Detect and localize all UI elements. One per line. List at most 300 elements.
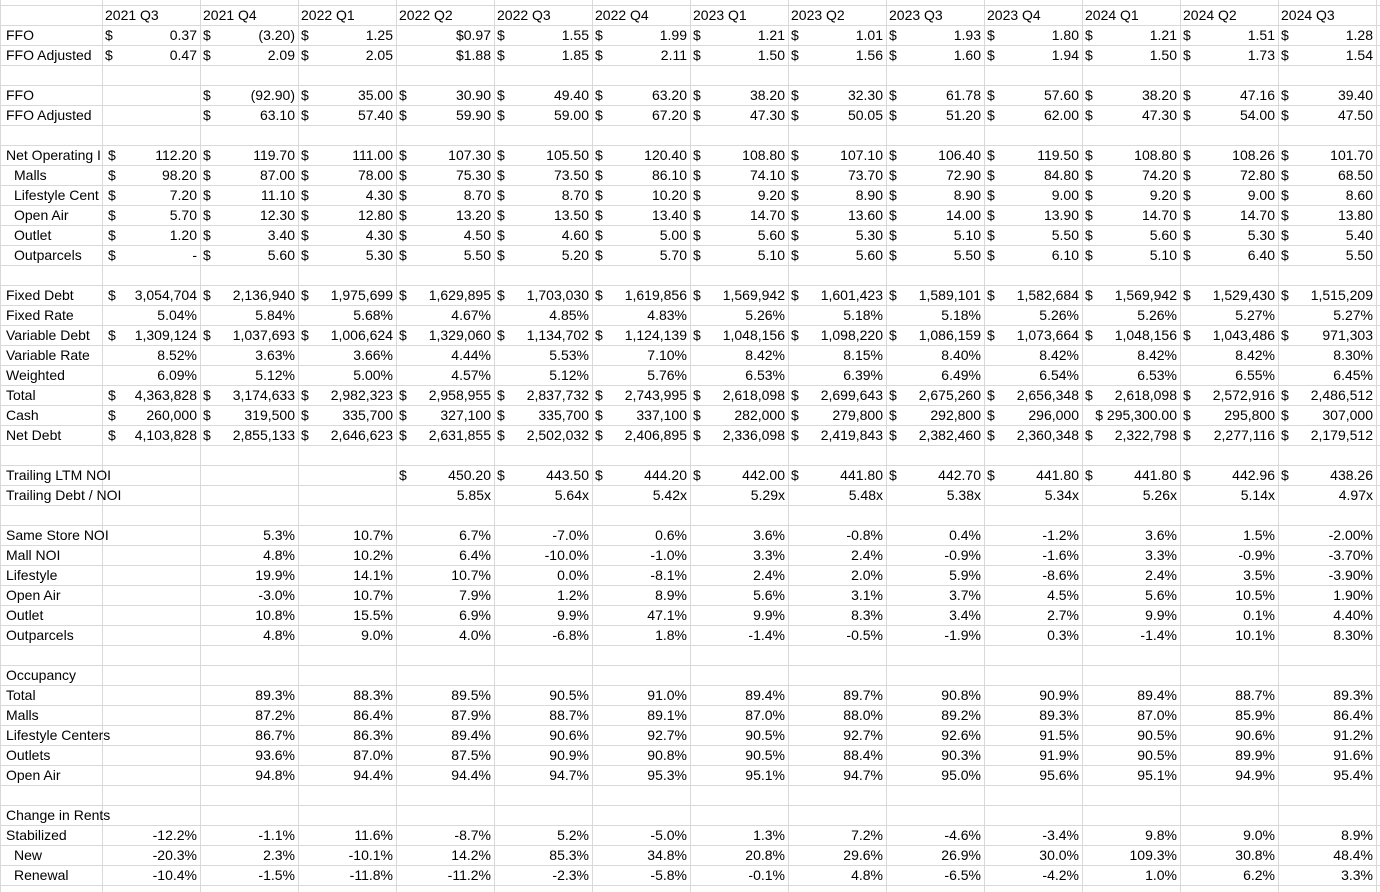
data-cell[interactable]	[298, 465, 396, 485]
data-cell[interactable]	[1278, 25, 1376, 45]
data-cell[interactable]	[200, 585, 298, 605]
data-cell[interactable]	[886, 545, 984, 565]
data-cell[interactable]	[396, 725, 494, 745]
data-cell[interactable]	[1278, 725, 1376, 745]
data-cell[interactable]	[1278, 485, 1376, 505]
data-cell[interactable]	[984, 85, 1082, 105]
data-cell[interactable]	[1278, 245, 1376, 265]
data-cell[interactable]	[298, 245, 396, 265]
data-cell[interactable]	[1180, 625, 1278, 645]
data-cell[interactable]	[494, 365, 592, 385]
data-cell[interactable]	[1180, 385, 1278, 405]
data-cell[interactable]	[494, 325, 592, 345]
data-cell[interactable]	[200, 225, 298, 245]
data-cell[interactable]	[102, 425, 200, 445]
row-label[interactable]: Open Air	[14, 207, 69, 223]
data-cell[interactable]	[298, 225, 396, 245]
data-cell[interactable]	[886, 485, 984, 505]
data-cell[interactable]	[592, 825, 690, 845]
data-cell[interactable]	[1180, 545, 1278, 565]
row-label[interactable]: Lifestyle	[6, 567, 58, 583]
data-cell[interactable]	[690, 565, 788, 585]
data-cell[interactable]	[200, 705, 298, 725]
data-cell[interactable]	[200, 485, 298, 505]
data-cell[interactable]	[396, 205, 494, 225]
data-cell[interactable]	[396, 305, 494, 325]
data-cell[interactable]	[494, 725, 592, 745]
data-cell[interactable]	[396, 865, 494, 885]
data-cell[interactable]	[886, 865, 984, 885]
data-cell[interactable]	[984, 585, 1082, 605]
data-cell[interactable]	[102, 305, 200, 325]
data-cell[interactable]	[298, 705, 396, 725]
data-cell[interactable]	[592, 25, 690, 45]
data-cell[interactable]	[1082, 725, 1180, 745]
data-cell[interactable]	[396, 745, 494, 765]
data-cell[interactable]	[886, 325, 984, 345]
data-cell[interactable]	[984, 385, 1082, 405]
data-cell[interactable]	[984, 245, 1082, 265]
data-cell[interactable]	[1180, 585, 1278, 605]
data-cell[interactable]	[298, 365, 396, 385]
data-cell[interactable]	[200, 765, 298, 785]
data-cell[interactable]	[298, 345, 396, 365]
data-cell[interactable]	[200, 685, 298, 705]
data-cell[interactable]	[984, 865, 1082, 885]
data-cell[interactable]	[886, 745, 984, 765]
data-cell[interactable]	[788, 585, 886, 605]
data-cell[interactable]	[102, 185, 200, 205]
data-cell[interactable]	[690, 425, 788, 445]
data-cell[interactable]	[592, 705, 690, 725]
data-cell[interactable]	[396, 165, 494, 185]
data-cell[interactable]	[984, 705, 1082, 725]
data-cell[interactable]	[788, 285, 886, 305]
data-cell[interactable]	[984, 845, 1082, 865]
data-cell[interactable]	[494, 45, 592, 65]
data-cell[interactable]	[690, 25, 788, 45]
data-cell[interactable]	[788, 425, 886, 445]
data-cell[interactable]	[1278, 545, 1376, 565]
data-cell[interactable]	[494, 625, 592, 645]
data-cell[interactable]	[1082, 405, 1180, 425]
data-cell[interactable]	[690, 185, 788, 205]
data-cell[interactable]	[1180, 85, 1278, 105]
data-cell[interactable]	[494, 745, 592, 765]
row-label[interactable]: Malls	[6, 707, 39, 723]
data-cell[interactable]	[494, 525, 592, 545]
data-cell[interactable]	[690, 205, 788, 225]
data-cell[interactable]	[298, 565, 396, 585]
data-cell[interactable]	[788, 305, 886, 325]
data-cell[interactable]	[102, 485, 200, 505]
data-cell[interactable]	[592, 765, 690, 785]
data-cell[interactable]	[592, 385, 690, 405]
data-cell[interactable]	[886, 465, 984, 485]
data-cell[interactable]	[690, 245, 788, 265]
data-cell[interactable]	[200, 325, 298, 345]
data-cell[interactable]	[690, 625, 788, 645]
data-cell[interactable]	[788, 105, 886, 125]
data-cell[interactable]	[788, 725, 886, 745]
data-cell[interactable]	[886, 685, 984, 705]
data-cell[interactable]	[1180, 345, 1278, 365]
data-cell[interactable]	[886, 105, 984, 125]
column-header[interactable]: 2023 Q4	[987, 7, 1041, 23]
data-cell[interactable]	[1278, 285, 1376, 305]
data-cell[interactable]	[788, 705, 886, 725]
data-cell[interactable]	[690, 765, 788, 785]
data-cell[interactable]	[396, 545, 494, 565]
data-cell[interactable]	[200, 845, 298, 865]
data-cell[interactable]	[298, 45, 396, 65]
data-cell[interactable]	[1278, 625, 1376, 645]
data-cell[interactable]	[690, 405, 788, 425]
data-cell[interactable]	[984, 525, 1082, 545]
row-label[interactable]: Trailing LTM NOI	[6, 467, 112, 483]
data-cell[interactable]	[102, 145, 200, 165]
data-cell[interactable]	[1082, 765, 1180, 785]
data-cell[interactable]	[984, 165, 1082, 185]
data-cell[interactable]	[984, 45, 1082, 65]
data-cell[interactable]	[1180, 325, 1278, 345]
data-cell[interactable]	[788, 865, 886, 885]
data-cell[interactable]	[494, 865, 592, 885]
data-cell[interactable]	[690, 605, 788, 625]
data-cell[interactable]	[298, 625, 396, 645]
data-cell[interactable]	[494, 425, 592, 445]
data-cell[interactable]	[592, 145, 690, 165]
column-header[interactable]: 2024 Q3	[1281, 7, 1335, 23]
data-cell[interactable]	[1278, 45, 1376, 65]
data-cell[interactable]	[984, 725, 1082, 745]
data-cell[interactable]	[984, 405, 1082, 425]
data-cell[interactable]	[690, 745, 788, 765]
data-cell[interactable]	[984, 485, 1082, 505]
data-cell[interactable]	[200, 465, 298, 485]
data-cell[interactable]	[984, 745, 1082, 765]
data-cell[interactable]	[1082, 565, 1180, 585]
data-cell[interactable]	[200, 145, 298, 165]
data-cell[interactable]	[690, 725, 788, 745]
data-cell[interactable]	[1082, 685, 1180, 705]
data-cell[interactable]	[396, 85, 494, 105]
data-cell[interactable]	[984, 825, 1082, 845]
data-cell[interactable]	[592, 725, 690, 745]
data-cell[interactable]	[494, 405, 592, 425]
data-cell[interactable]	[1082, 865, 1180, 885]
data-cell[interactable]	[1082, 165, 1180, 185]
data-cell[interactable]	[1278, 425, 1376, 445]
data-cell[interactable]	[102, 385, 200, 405]
data-cell[interactable]	[886, 205, 984, 225]
row-label[interactable]: Weighted	[6, 367, 65, 383]
data-cell[interactable]	[298, 865, 396, 885]
data-cell[interactable]	[690, 545, 788, 565]
data-cell[interactable]	[396, 845, 494, 865]
data-cell[interactable]	[200, 105, 298, 125]
column-header[interactable]: 2024 Q2	[1183, 7, 1237, 23]
row-label[interactable]: Fixed Debt	[6, 287, 74, 303]
data-cell[interactable]	[102, 225, 200, 245]
data-cell[interactable]	[886, 625, 984, 645]
data-cell[interactable]	[494, 705, 592, 725]
data-cell[interactable]	[1180, 425, 1278, 445]
data-cell[interactable]	[102, 285, 200, 305]
row-label[interactable]: Open Air	[6, 767, 61, 783]
data-cell[interactable]	[494, 285, 592, 305]
data-cell[interactable]	[102, 165, 200, 185]
data-cell[interactable]	[1278, 605, 1376, 625]
data-cell[interactable]	[396, 185, 494, 205]
data-cell[interactable]	[690, 225, 788, 245]
data-cell[interactable]	[1180, 605, 1278, 625]
row-label[interactable]: New	[14, 847, 43, 863]
data-cell[interactable]	[788, 625, 886, 645]
data-cell[interactable]	[592, 605, 690, 625]
data-cell[interactable]	[1180, 105, 1278, 125]
data-cell[interactable]	[690, 585, 788, 605]
data-cell[interactable]	[984, 425, 1082, 445]
data-cell[interactable]	[690, 825, 788, 845]
data-cell[interactable]	[886, 825, 984, 845]
data-cell[interactable]	[1082, 365, 1180, 385]
data-cell[interactable]	[788, 605, 886, 625]
data-cell[interactable]	[102, 845, 200, 865]
data-cell[interactable]	[298, 725, 396, 745]
data-cell[interactable]	[1180, 285, 1278, 305]
data-cell[interactable]	[984, 205, 1082, 225]
data-cell[interactable]	[690, 85, 788, 105]
data-cell[interactable]	[200, 285, 298, 305]
data-cell[interactable]	[886, 425, 984, 445]
data-cell[interactable]	[200, 305, 298, 325]
data-cell[interactable]	[494, 465, 592, 485]
data-cell[interactable]	[1082, 325, 1180, 345]
data-cell[interactable]	[690, 465, 788, 485]
data-cell[interactable]	[200, 205, 298, 225]
data-cell[interactable]	[788, 165, 886, 185]
data-cell[interactable]	[396, 145, 494, 165]
data-cell[interactable]	[1278, 325, 1376, 345]
data-cell[interactable]	[592, 165, 690, 185]
data-cell[interactable]	[396, 465, 494, 485]
data-cell[interactable]	[298, 825, 396, 845]
data-cell[interactable]	[396, 685, 494, 705]
data-cell[interactable]	[1278, 585, 1376, 605]
data-cell[interactable]	[788, 845, 886, 865]
data-cell[interactable]	[984, 685, 1082, 705]
data-cell[interactable]	[886, 25, 984, 45]
data-cell[interactable]	[298, 405, 396, 425]
data-cell[interactable]	[102, 865, 200, 885]
data-cell[interactable]	[1082, 745, 1180, 765]
data-cell[interactable]	[1082, 585, 1180, 605]
data-cell[interactable]	[1180, 405, 1278, 425]
data-cell[interactable]	[298, 545, 396, 565]
data-cell[interactable]	[1278, 845, 1376, 865]
data-cell[interactable]	[592, 85, 690, 105]
data-cell[interactable]	[200, 45, 298, 65]
data-cell[interactable]	[788, 825, 886, 845]
data-cell[interactable]	[690, 845, 788, 865]
row-label[interactable]: Net Operating I	[6, 147, 101, 163]
data-cell[interactable]	[984, 465, 1082, 485]
data-cell[interactable]	[1278, 145, 1376, 165]
data-cell[interactable]	[886, 525, 984, 545]
data-cell[interactable]	[494, 85, 592, 105]
data-cell[interactable]	[886, 245, 984, 265]
row-label[interactable]: FFO	[6, 27, 34, 43]
data-cell[interactable]	[494, 105, 592, 125]
data-cell[interactable]	[1278, 85, 1376, 105]
data-cell[interactable]	[494, 205, 592, 225]
data-cell[interactable]	[1180, 525, 1278, 545]
data-cell[interactable]	[690, 485, 788, 505]
data-cell[interactable]	[690, 705, 788, 725]
data-cell[interactable]	[592, 625, 690, 645]
data-cell[interactable]	[788, 225, 886, 245]
data-cell[interactable]	[984, 105, 1082, 125]
data-cell[interactable]	[788, 765, 886, 785]
data-cell[interactable]	[298, 325, 396, 345]
row-label[interactable]: Malls	[14, 167, 47, 183]
data-cell[interactable]	[592, 225, 690, 245]
data-cell[interactable]	[788, 25, 886, 45]
data-cell[interactable]	[690, 345, 788, 365]
data-cell[interactable]	[788, 525, 886, 545]
data-cell[interactable]	[1082, 25, 1180, 45]
data-cell[interactable]	[788, 565, 886, 585]
data-cell[interactable]	[592, 685, 690, 705]
data-cell[interactable]	[1082, 185, 1180, 205]
data-cell[interactable]	[396, 525, 494, 545]
data-cell[interactable]	[494, 485, 592, 505]
data-cell[interactable]	[788, 85, 886, 105]
data-cell[interactable]	[494, 545, 592, 565]
data-cell[interactable]	[592, 365, 690, 385]
data-cell[interactable]	[886, 565, 984, 585]
data-cell[interactable]	[298, 485, 396, 505]
row-label[interactable]: Mall NOI	[6, 547, 61, 563]
data-cell[interactable]	[690, 45, 788, 65]
data-cell[interactable]	[592, 425, 690, 445]
data-cell[interactable]	[494, 245, 592, 265]
data-cell[interactable]	[102, 325, 200, 345]
data-cell[interactable]	[1180, 765, 1278, 785]
data-cell[interactable]	[102, 85, 200, 105]
data-cell[interactable]	[592, 865, 690, 885]
data-cell[interactable]	[1278, 525, 1376, 545]
data-cell[interactable]	[396, 765, 494, 785]
data-cell[interactable]	[886, 405, 984, 425]
data-cell[interactable]	[1180, 25, 1278, 45]
data-cell[interactable]	[396, 825, 494, 845]
data-cell[interactable]	[1278, 185, 1376, 205]
column-header[interactable]: 2023 Q1	[693, 7, 747, 23]
data-cell[interactable]	[102, 205, 200, 225]
data-cell[interactable]	[396, 245, 494, 265]
data-cell[interactable]	[396, 485, 494, 505]
data-cell[interactable]	[886, 765, 984, 785]
data-cell[interactable]	[788, 45, 886, 65]
row-label[interactable]: Renewal	[14, 867, 69, 883]
data-cell[interactable]	[102, 365, 200, 385]
data-cell[interactable]	[494, 845, 592, 865]
row-label[interactable]: Outlet	[14, 227, 52, 243]
data-cell[interactable]	[298, 145, 396, 165]
row-label[interactable]: FFO Adjusted	[6, 47, 92, 63]
data-cell[interactable]	[984, 365, 1082, 385]
data-cell[interactable]	[1278, 865, 1376, 885]
data-cell[interactable]	[1082, 525, 1180, 545]
row-label[interactable]: FFO	[6, 87, 34, 103]
data-cell[interactable]	[1082, 625, 1180, 645]
data-cell[interactable]	[1278, 305, 1376, 325]
data-cell[interactable]	[102, 25, 200, 45]
data-cell[interactable]	[396, 585, 494, 605]
data-cell[interactable]	[1180, 865, 1278, 885]
row-label[interactable]: Total	[6, 387, 36, 403]
row-label[interactable]: Net Debt	[6, 427, 62, 443]
data-cell[interactable]	[396, 345, 494, 365]
data-cell[interactable]	[1278, 365, 1376, 385]
data-cell[interactable]	[102, 245, 200, 265]
data-cell[interactable]	[1180, 245, 1278, 265]
row-label[interactable]: Lifestyle Cent	[14, 187, 99, 203]
data-cell[interactable]	[298, 25, 396, 45]
data-cell[interactable]	[102, 45, 200, 65]
data-cell[interactable]	[298, 525, 396, 545]
data-cell[interactable]	[200, 605, 298, 625]
data-cell[interactable]	[690, 365, 788, 385]
data-cell[interactable]	[298, 85, 396, 105]
data-cell[interactable]	[396, 605, 494, 625]
data-cell[interactable]	[200, 525, 298, 545]
data-cell[interactable]	[788, 465, 886, 485]
data-cell[interactable]	[1082, 85, 1180, 105]
data-cell[interactable]	[592, 745, 690, 765]
data-cell[interactable]	[984, 185, 1082, 205]
data-cell[interactable]	[1278, 465, 1376, 485]
column-header[interactable]: 2022 Q2	[399, 7, 453, 23]
data-cell[interactable]	[1082, 385, 1180, 405]
data-cell[interactable]	[200, 565, 298, 585]
row-label[interactable]: FFO Adjusted	[6, 107, 92, 123]
data-cell[interactable]	[690, 385, 788, 405]
data-cell[interactable]	[396, 25, 494, 45]
data-cell[interactable]	[1278, 705, 1376, 725]
data-cell[interactable]	[690, 685, 788, 705]
data-cell[interactable]	[200, 25, 298, 45]
data-cell[interactable]	[886, 185, 984, 205]
row-label[interactable]: Same Store NOI	[6, 527, 109, 543]
data-cell[interactable]	[1082, 705, 1180, 725]
data-cell[interactable]	[200, 745, 298, 765]
data-cell[interactable]	[592, 485, 690, 505]
data-cell[interactable]	[494, 305, 592, 325]
data-cell[interactable]	[886, 365, 984, 385]
data-cell[interactable]	[298, 285, 396, 305]
data-cell[interactable]	[102, 105, 200, 125]
data-cell[interactable]	[1082, 425, 1180, 445]
data-cell[interactable]	[298, 765, 396, 785]
data-cell[interactable]	[1180, 565, 1278, 585]
data-cell[interactable]	[494, 825, 592, 845]
data-cell[interactable]	[592, 305, 690, 325]
data-cell[interactable]	[396, 45, 494, 65]
data-cell[interactable]	[984, 145, 1082, 165]
